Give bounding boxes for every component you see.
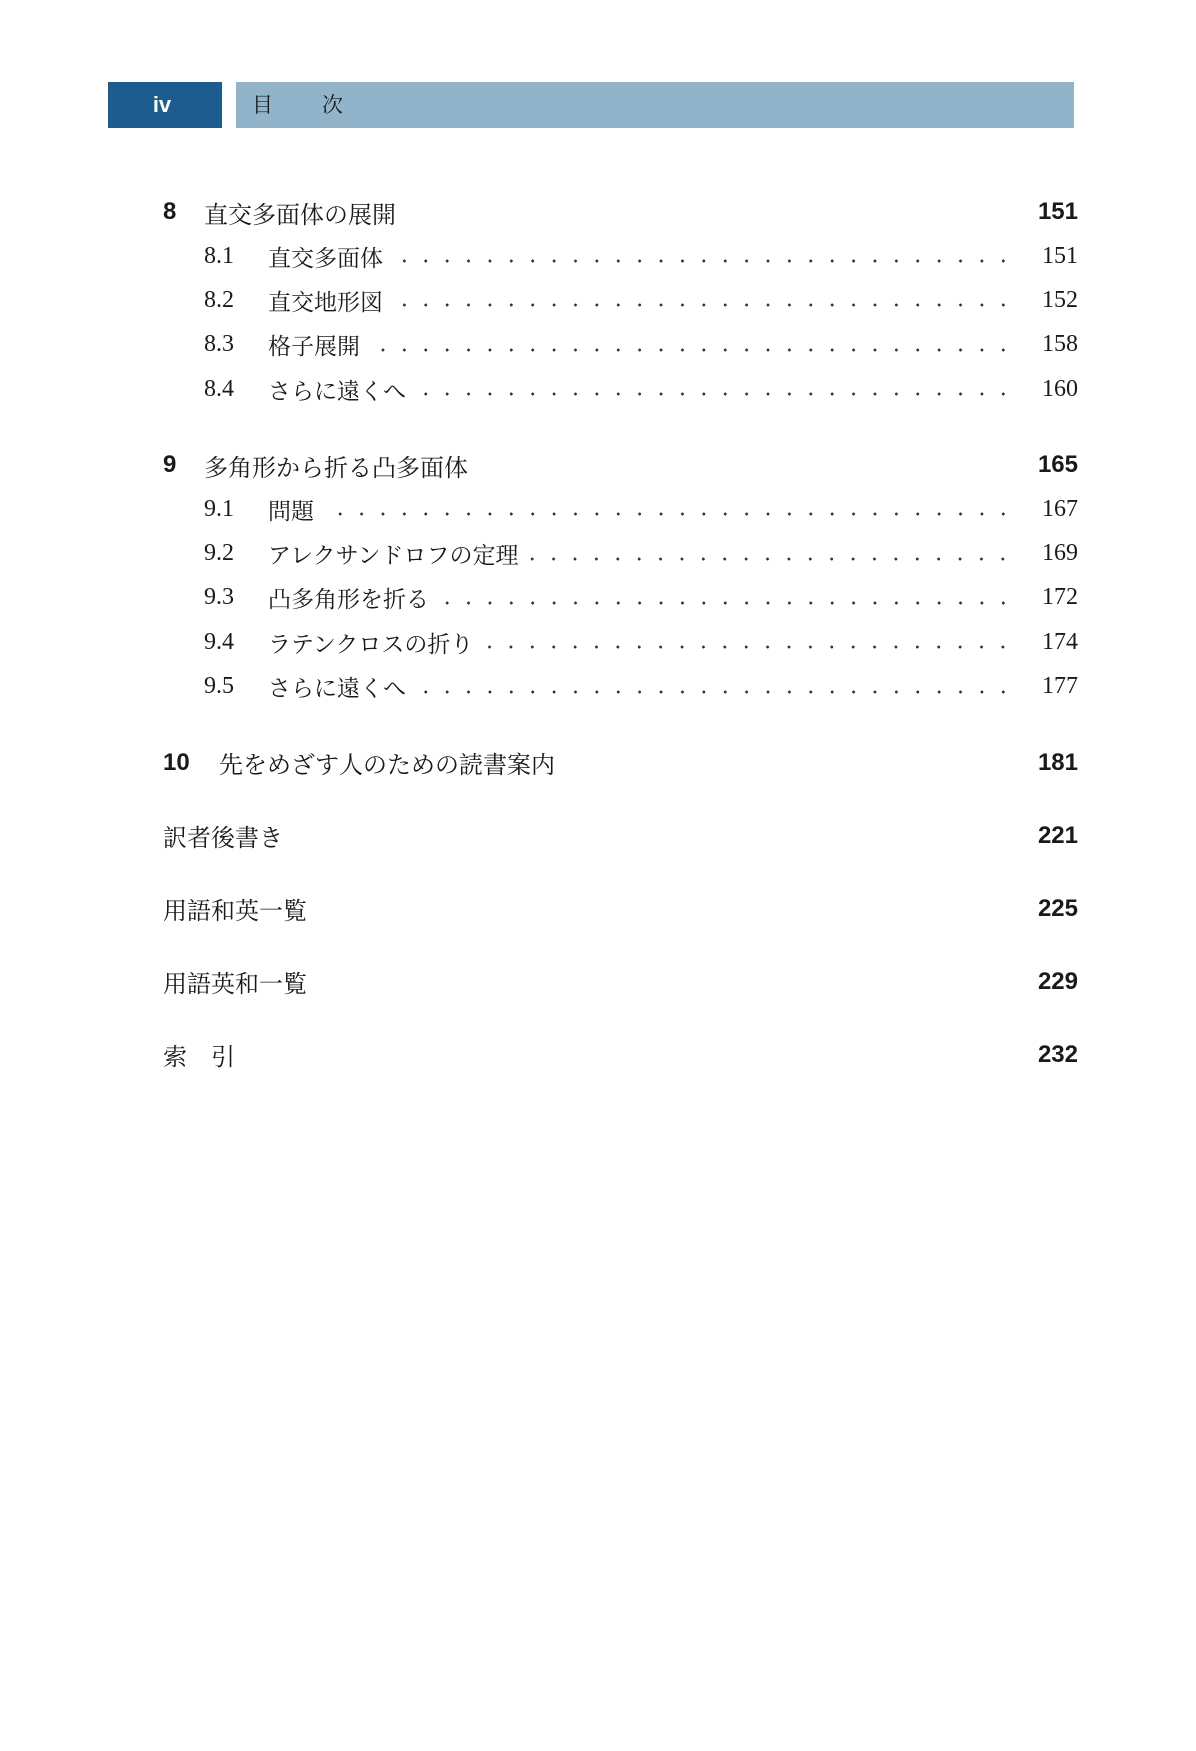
page-number: iv [108, 82, 222, 128]
section-title: ラテンクロスの折り [268, 626, 481, 659]
toc-section-8-2[interactable] [163, 278, 1078, 322]
dot-leader [391, 259, 1014, 263]
section-number: 9.4 [204, 628, 234, 655]
dot-leader [322, 512, 1014, 516]
table-of-contents [163, 190, 1078, 1077]
back-matter-page: 232 [1037, 1040, 1078, 1068]
dot-leader [368, 348, 1014, 352]
section-page: 172 [1042, 584, 1078, 611]
chapter-title: 多角形から折る凸多面体 [204, 453, 468, 482]
toc-section-8-3[interactable] [163, 323, 1078, 367]
section-number: 8.3 [204, 331, 234, 358]
toc-glossary-en-ja[interactable] [163, 960, 1078, 1004]
toc-section-8-4[interactable] [163, 367, 1078, 411]
toc-afterword[interactable] [163, 814, 1078, 858]
section-number: 8.1 [204, 242, 234, 269]
section-number: 9.1 [204, 495, 234, 522]
toc-section-9-5[interactable] [163, 664, 1078, 708]
toc-section-9-1[interactable] [163, 487, 1078, 531]
toc-section-9-2[interactable] [163, 531, 1078, 575]
chapter-title: 直交多面体の展開 [204, 200, 396, 229]
chapter-page: 181 [1037, 748, 1078, 776]
back-matter-page: 225 [1037, 894, 1078, 922]
section-page: 177 [1042, 673, 1078, 700]
section-number: 8.4 [204, 375, 234, 402]
section-page: 169 [1042, 540, 1078, 567]
toc-index[interactable] [163, 1033, 1078, 1077]
section-title: 直交地形図 [268, 284, 391, 317]
back-matter-title: 訳者後書き [163, 824, 283, 853]
running-title: 目 次 [236, 82, 1074, 128]
spacer [163, 785, 1078, 814]
section-title: 問題 [268, 493, 322, 526]
section-page: 167 [1042, 495, 1078, 522]
section-title: 格子展開 [268, 328, 368, 361]
back-matter-page: 221 [1037, 821, 1078, 849]
section-title: さらに遠くへ [268, 670, 414, 703]
back-matter-title: 索 引 [163, 1043, 235, 1072]
chapter-number: 8 [163, 198, 177, 225]
section-number: 9.3 [204, 584, 234, 611]
spacer [163, 931, 1078, 960]
dot-leader [414, 392, 1014, 396]
section-page: 160 [1042, 375, 1078, 402]
chapter-page: 151 [1037, 198, 1078, 225]
page-header [108, 82, 1074, 128]
toc-section-8-1[interactable] [163, 234, 1078, 278]
toc-chapter-8[interactable] [163, 190, 1078, 234]
toc-chapter-10[interactable] [163, 741, 1078, 785]
back-matter-title: 用語英和一覧 [163, 970, 307, 999]
section-number: 8.2 [204, 286, 234, 313]
section-title: さらに遠くへ [268, 373, 414, 406]
section-number: 9.2 [204, 540, 234, 567]
section-page: 151 [1042, 242, 1078, 269]
back-matter-page: 229 [1037, 967, 1078, 995]
back-matter-title: 用語和英一覧 [163, 897, 307, 926]
spacer [163, 1004, 1078, 1033]
dot-leader [414, 690, 1014, 694]
spacer [163, 858, 1078, 887]
toc-glossary-ja-en[interactable] [163, 887, 1078, 931]
chapter-page: 165 [1037, 451, 1078, 479]
section-title: 凸多角形を折る [268, 581, 437, 614]
chapter-title: 先をめざす人のための読書案内 [219, 751, 555, 780]
chapter-number: 10 [163, 748, 190, 776]
dot-leader [437, 601, 1014, 605]
section-number: 9.5 [204, 673, 234, 700]
toc-section-9-3[interactable] [163, 576, 1078, 620]
toc-section-9-4[interactable] [163, 620, 1078, 664]
chapter-number: 9 [163, 451, 177, 479]
section-page: 174 [1042, 628, 1078, 655]
section-title: アレクサンドロフの定理 [268, 537, 526, 570]
section-title: 直交多面体 [268, 240, 391, 273]
dot-leader [526, 557, 1014, 561]
spacer [163, 411, 1078, 443]
toc-chapter-9[interactable] [163, 443, 1078, 487]
dot-leader [481, 645, 1014, 649]
section-page: 158 [1042, 331, 1078, 358]
spacer [163, 709, 1078, 741]
section-page: 152 [1042, 286, 1078, 313]
dot-leader [391, 303, 1014, 307]
